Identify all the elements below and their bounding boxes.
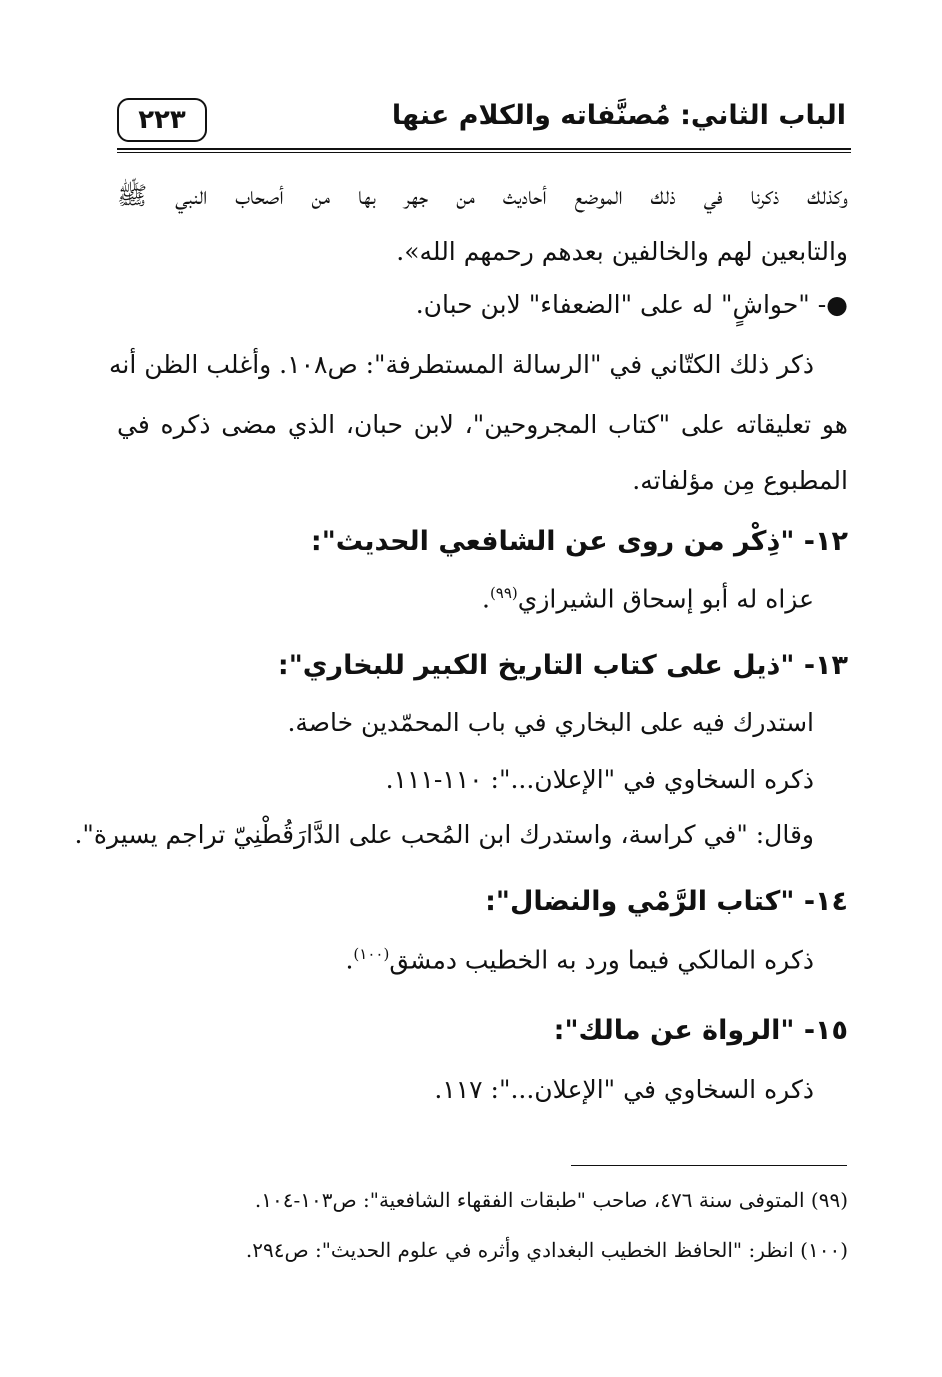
header-rule bbox=[117, 148, 851, 150]
paragraph-line: ذكر ذلك الكتّاني في "الرسالة المستطرفة": ص١٠٨. وأغلب الظن أنه bbox=[109, 350, 814, 379]
section-heading-15: ١٥- "الرواة عن مالك": bbox=[553, 1015, 848, 1046]
chapter-title: الباب الثاني: مُصنَّفاته والكلام عنها bbox=[391, 100, 846, 131]
paragraph-line: المطبوع مِن مؤلفاته. bbox=[632, 466, 848, 495]
item-text-end: . bbox=[345, 945, 354, 975]
item-text: وقال: "في كراسة، واستدرك ابن المُحب على الدَّارَقُطْنِيّ تراجم يسيرة". bbox=[74, 820, 814, 849]
footnote-ref[interactable]: (١٠٠) bbox=[353, 945, 390, 963]
paragraph-line: هو تعليقاته على "كتاب المجروحين"، لابن حبان، الذي مضى ذكره في bbox=[117, 410, 848, 439]
footnote-99: (٩٩) المتوفى سنة ٤٧٦، صاحب "طبقات الفقهاء الشافعية": ص١٠٣-١٠٤. bbox=[254, 1188, 848, 1212]
paragraph-line: والتابعين لهم والخالفين بعدهم رحمهم الله». bbox=[396, 237, 848, 266]
item-text: ذكره السخاوي في "الإعلان...": ١١٠-١١١. bbox=[385, 765, 814, 794]
item-text bbox=[482, 584, 814, 613]
item-text: استدرك فيه على البخاري في باب المحمّدين خاصة. bbox=[287, 708, 814, 737]
section-heading-12: ١٢- "ذِكْر من روى عن الشافعي الحديث": bbox=[310, 526, 848, 557]
item-text-body: ذكره المالكي فيما ورد به الخطيب دمشق bbox=[389, 945, 814, 975]
paragraph-line: وكذلك ذكرنا في ذلك الموضع أحاديث من جهر بها من أصحاب النبي ﷺ bbox=[117, 181, 848, 210]
bullet-item: ●- "حواشٍ" له على "الضعفاء" لابن حبان. bbox=[415, 290, 848, 319]
page-number: ٢٢٣ bbox=[117, 98, 207, 142]
footnote-100: (١٠٠) انظر: "الحافظ الخطيب البغدادي وأثره في علوم الحديث": ص٢٩٤. bbox=[245, 1238, 848, 1262]
section-heading-13: ١٣- "ذيل على كتاب التاريخ الكبير للبخاري": bbox=[277, 650, 848, 681]
item-text bbox=[345, 945, 814, 974]
header-rule-thin bbox=[117, 152, 851, 153]
item-text-end: . bbox=[481, 584, 490, 614]
item-text-body: عزاه له أبو إسحاق الشيرازي bbox=[517, 584, 814, 614]
section-heading-14: ١٤- "كتاب الرَّمْي والنضال": bbox=[485, 886, 848, 917]
footnote-separator bbox=[571, 1165, 847, 1166]
footnote-ref[interactable]: (٩٩) bbox=[489, 584, 518, 602]
item-text: ذكره السخاوي في "الإعلان...": ١١٧. bbox=[434, 1075, 814, 1104]
